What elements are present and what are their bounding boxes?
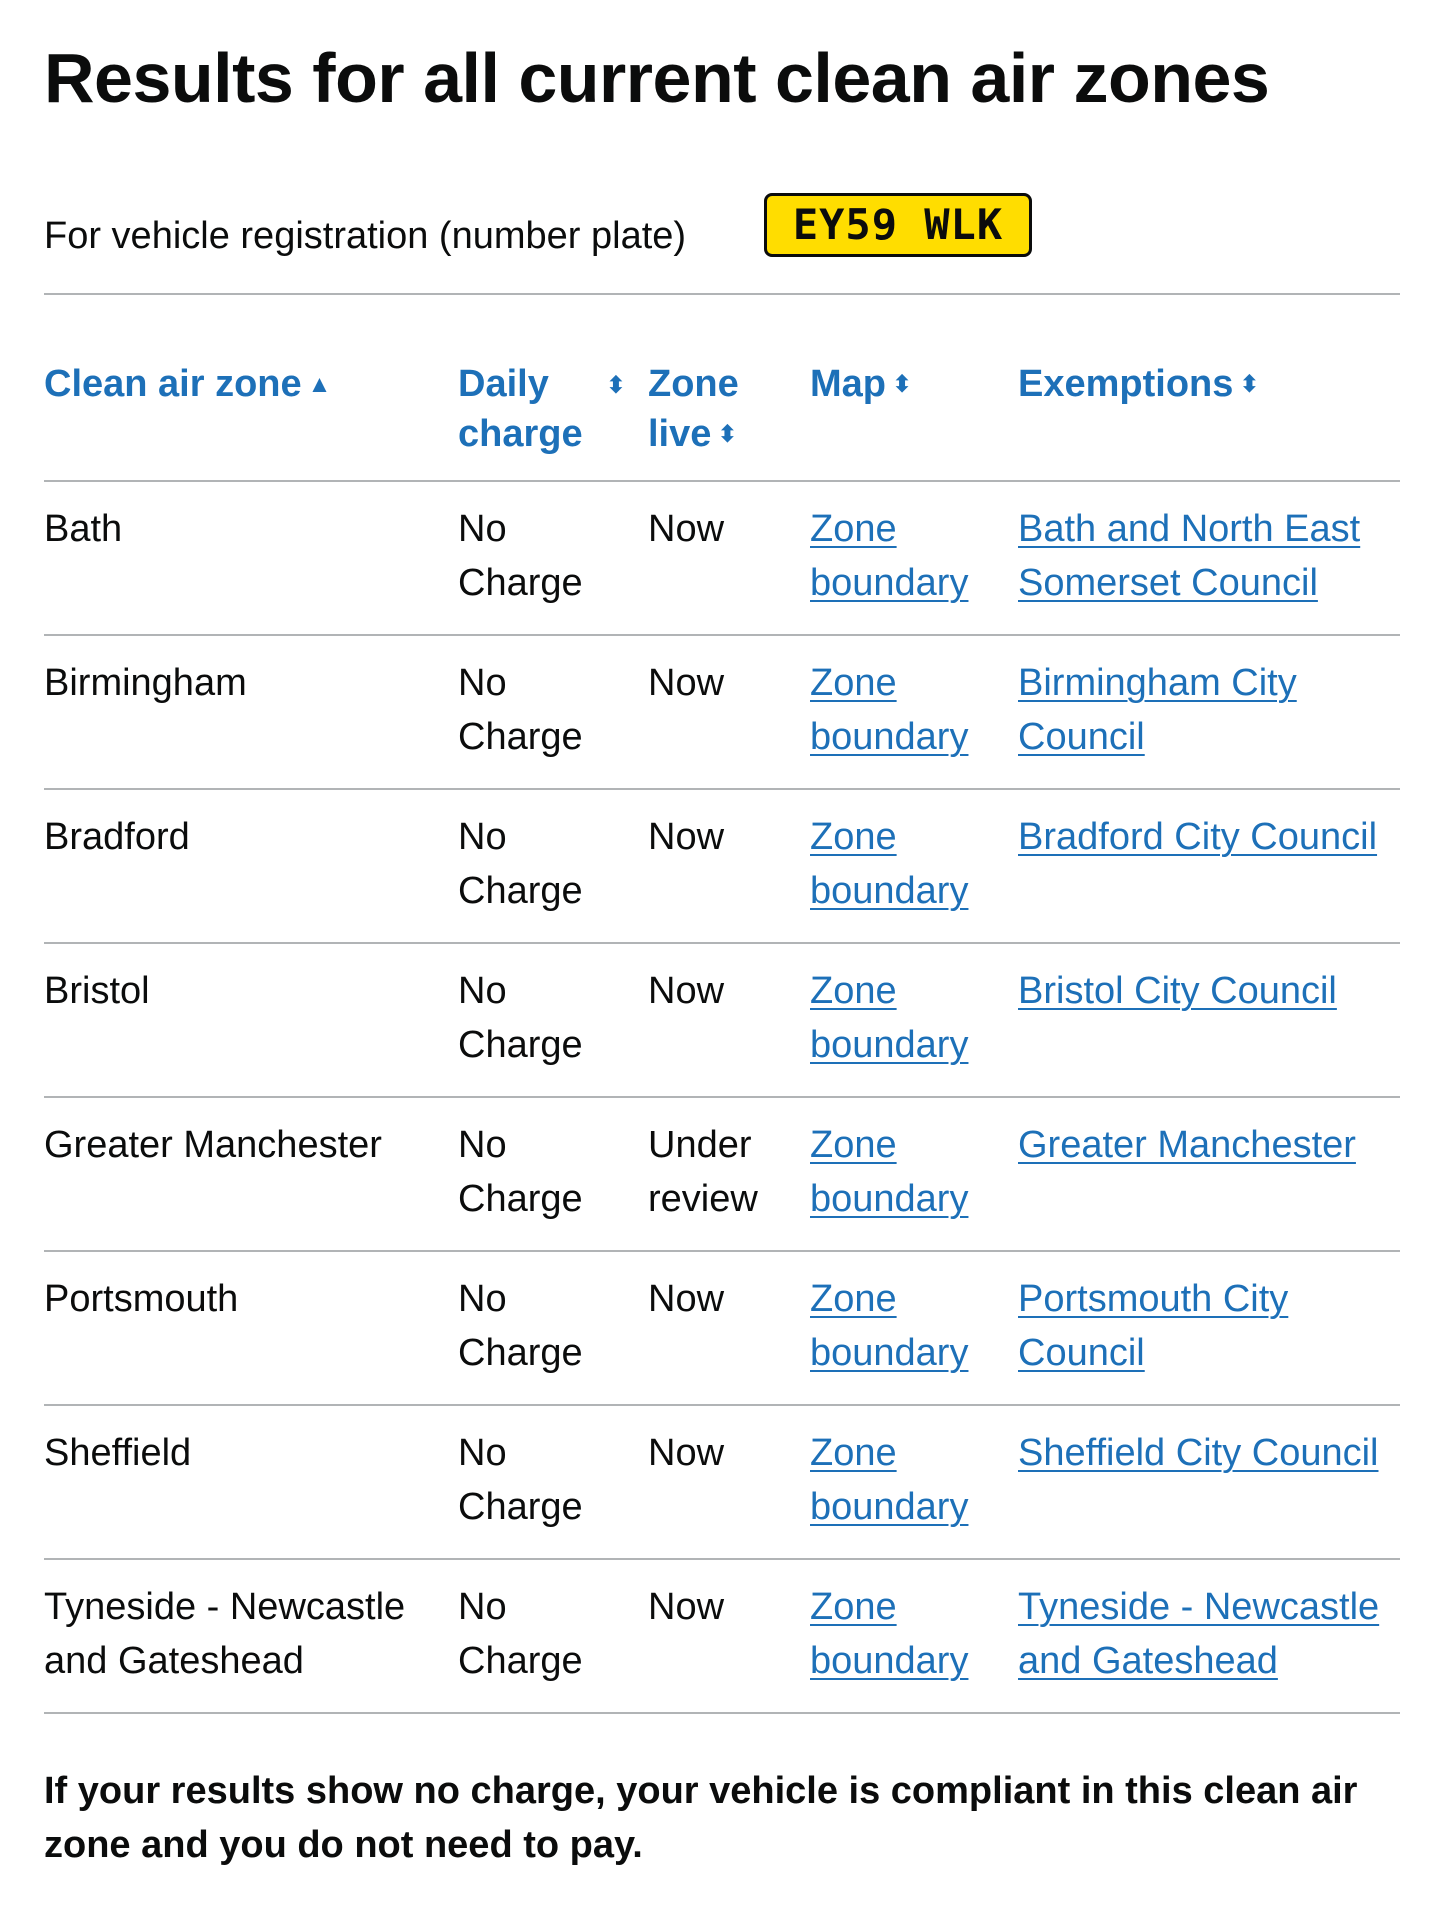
sort-icon: ⬍ [717, 421, 738, 448]
sort-header-charge[interactable] [458, 345, 648, 481]
zone-name-cell [44, 481, 458, 635]
sort-header-zone[interactable] [44, 345, 458, 481]
table-row [44, 1559, 1400, 1713]
exemptions-link-cell [1018, 1251, 1400, 1405]
zone-live-status: Now [648, 662, 725, 704]
zone-live-status: Now [648, 1432, 725, 1474]
zone-live-status-cell [648, 943, 810, 1097]
exemptions-link-cell [1018, 789, 1400, 943]
zone-live-status: Under review [648, 1124, 758, 1220]
zone-name-cell [44, 1251, 458, 1405]
exemptions-link[interactable]: Greater Manchester [1018, 1124, 1356, 1166]
daily-charge: No Charge [458, 508, 583, 604]
zone-boundary-link[interactable]: Zone boundary [810, 1432, 969, 1528]
zone-name-cell [44, 943, 458, 1097]
zone-boundary-link-cell [810, 1097, 1018, 1251]
zone-live-status-cell [648, 1405, 810, 1559]
zone-live-status-cell [648, 481, 810, 635]
zone-boundary-link-cell [810, 1559, 1018, 1713]
header-exemptions-label: Exemptions [1018, 363, 1234, 405]
compliance-note: If your results show no charge, your vehicle is compliant in this clean air zone and you do not need to pay. [44, 1770, 1358, 1866]
zone-name: Portsmouth [44, 1278, 239, 1320]
exemptions-link-cell [1018, 943, 1400, 1097]
zone-boundary-link[interactable]: Zone boundary [810, 508, 969, 604]
sort-icon: ⬍ [605, 372, 626, 399]
table-row [44, 481, 1400, 635]
sort-header-exemptions[interactable] [1018, 345, 1400, 481]
zone-name-cell [44, 1405, 458, 1559]
exemptions-link-cell [1018, 1097, 1400, 1251]
daily-charge: No Charge [458, 1432, 583, 1528]
zone-name: Greater Manchester [44, 1124, 382, 1166]
exemptions-link[interactable]: Bradford City Council [1018, 816, 1378, 858]
zone-name: Bradford [44, 816, 190, 858]
registration-label: For vehicle registration (number plate) [44, 215, 687, 257]
table-row [44, 1097, 1400, 1251]
exemptions-link-cell [1018, 481, 1400, 635]
zone-live-status: Now [648, 1586, 725, 1628]
table-row [44, 943, 1400, 1097]
table-row [44, 635, 1400, 789]
zone-boundary-link-cell [810, 1251, 1018, 1405]
daily-charge-cell [458, 1251, 648, 1405]
daily-charge: No Charge [458, 970, 583, 1066]
zone-boundary-link[interactable]: Zone boundary [810, 1124, 969, 1220]
sort-icon: ⬍ [892, 371, 913, 398]
daily-charge: No Charge [458, 1124, 583, 1220]
daily-charge-cell [458, 1559, 648, 1713]
exemptions-link[interactable]: Portsmouth City Council [1018, 1278, 1289, 1374]
zone-live-status: Now [648, 970, 725, 1012]
sort-header-live[interactable] [648, 345, 810, 481]
zone-name: Tyneside - Newcastle and Gateshead [44, 1586, 406, 1682]
zone-boundary-link-cell [810, 481, 1018, 635]
sort-header-map[interactable] [810, 345, 1018, 481]
exemptions-link[interactable]: Birmingham City Council [1018, 662, 1297, 758]
zone-live-status-cell [648, 1251, 810, 1405]
zone-live-status-cell [648, 1097, 810, 1251]
daily-charge: No Charge [458, 662, 583, 758]
daily-charge-cell [458, 943, 648, 1097]
daily-charge-cell [458, 481, 648, 635]
results-table [44, 345, 1400, 1714]
exemptions-link-cell [1018, 1405, 1400, 1559]
table-row [44, 1251, 1400, 1405]
zone-boundary-link-cell [810, 789, 1018, 943]
sort-icon: ⬍ [1239, 371, 1260, 398]
daily-charge: No Charge [458, 1586, 583, 1682]
zone-live-status: Now [648, 816, 725, 858]
zone-name: Birmingham [44, 662, 247, 704]
table-row [44, 789, 1400, 943]
exemptions-link[interactable]: Sheffield City Council [1018, 1432, 1379, 1474]
zone-name: Bath [44, 508, 123, 550]
sort-ascending-icon: ▲ [307, 371, 332, 398]
zone-name-cell [44, 1559, 458, 1713]
table-header-row [44, 345, 1400, 481]
exemptions-link-cell [1018, 1559, 1400, 1713]
exemptions-link[interactable]: Tyneside - Newcastle and Gateshead [1018, 1586, 1380, 1682]
header-charge-label: Daily charge [458, 363, 583, 455]
exemptions-link-cell [1018, 635, 1400, 789]
header-live-label: Zone live [648, 363, 739, 455]
exemptions-link[interactable]: Bath and North East Somerset Council [1018, 508, 1361, 604]
zone-boundary-link-cell [810, 943, 1018, 1097]
zone-boundary-link[interactable]: Zone boundary [810, 1278, 969, 1374]
zone-boundary-link[interactable]: Zone boundary [810, 970, 969, 1066]
daily-charge-cell [458, 635, 648, 789]
zone-live-status: Now [648, 1278, 725, 1320]
table-row [44, 1405, 1400, 1559]
zone-boundary-link[interactable]: Zone boundary [810, 816, 969, 912]
zone-boundary-link[interactable]: Zone boundary [810, 662, 969, 758]
header-zone-label: Clean air zone [44, 363, 302, 405]
daily-charge: No Charge [458, 1278, 583, 1374]
exemptions-link[interactable]: Bristol City Council [1018, 970, 1337, 1012]
zone-name: Bristol [44, 970, 150, 1012]
zone-name: Sheffield [44, 1432, 192, 1474]
registration-summary [44, 193, 1400, 295]
number-plate: EY59 WLK [764, 193, 1032, 257]
page-title: Results for all current clean air zones [44, 39, 1270, 117]
zone-name-cell [44, 789, 458, 943]
header-map-label: Map [810, 363, 886, 405]
zone-live-status-cell [648, 635, 810, 789]
daily-charge-cell [458, 789, 648, 943]
zone-name-cell [44, 635, 458, 789]
zone-live-status-cell [648, 789, 810, 943]
zone-boundary-link-cell [810, 635, 1018, 789]
zone-live-status-cell [648, 1559, 810, 1713]
daily-charge: No Charge [458, 816, 583, 912]
daily-charge-cell [458, 1405, 648, 1559]
daily-charge-cell [458, 1097, 648, 1251]
zone-live-status: Now [648, 508, 725, 550]
zone-boundary-link-cell [810, 1405, 1018, 1559]
zone-boundary-link[interactable]: Zone boundary [810, 1586, 969, 1682]
zone-name-cell [44, 1097, 458, 1251]
